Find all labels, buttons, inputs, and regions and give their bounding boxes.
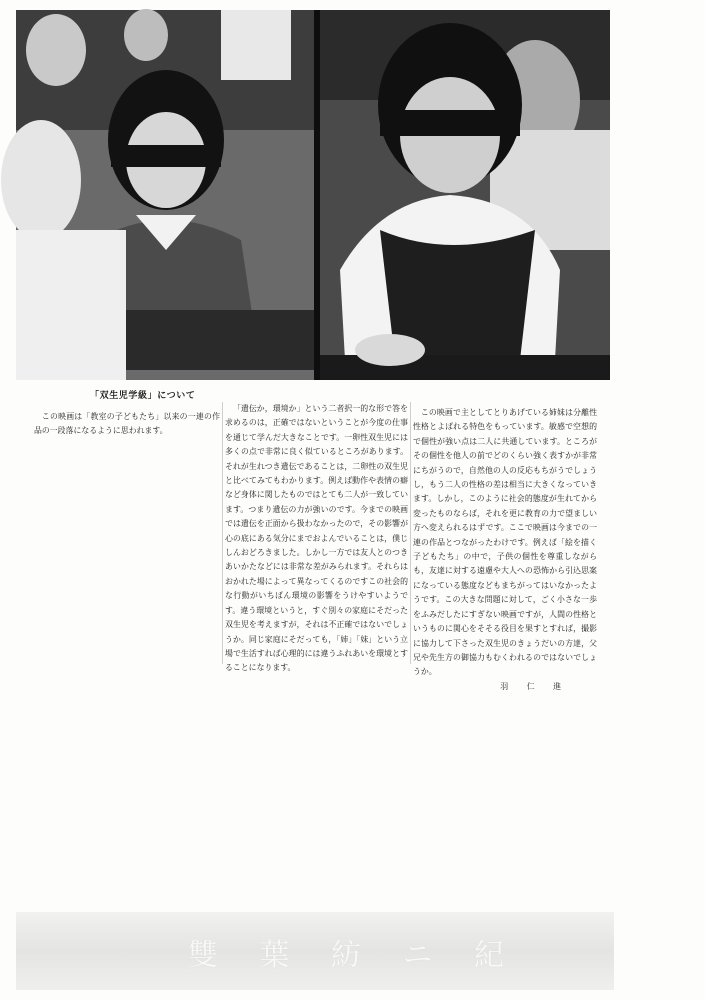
paragraph: この映画は「教室の子どもたち」以来の一連の作品の一段落になるように思われます。 — [34, 412, 220, 436]
classroom-photo-right — [320, 10, 610, 380]
girl-in-sweater-illustration — [16, 10, 314, 380]
classroom-photo-left — [16, 10, 314, 380]
girl-in-pinafore-illustration — [320, 10, 610, 380]
column-rule — [222, 402, 223, 664]
paragraph: この映画で主としてとりあげている姉妹は分離性性格とよばれる特色をもっています。敏感で空想的で個性が強い点は二人に共通しています。ところがその個性を他人の前でどのくらい強く表すかが非常にちがうので，自然他の人の反応もちがうでしょうし，もう二人の性格の差は相当に大きくなっていきます。しかし，このように社会的態度が生れてから変ったものならば，それを更に教育の力で望ましい方へ変えられるはずです。ここで映画は今までの一連の作品とつながったわけです。例えば「絵を描く子どもたち」の中で，子供の個性を尊重しながらも，友達に対する遠慮や大人への恐怖から引込思案になっている態度などもまちがってはいなかったようです。この大きな問題に対して，ごく小さな一歩をふみだしたにすぎない映画ですが，人間の性格というものに関心をそそる役目を果すとすれば，撮影に協力して下さった双生児のきょうだいの方達，父兄や先生方の御協力もむくわれるのではないでしょうか。 — [413, 408, 597, 677]
paragraph: 「遺伝か，環境か」という二者択一的な形で答を求めるのは，正確ではないということが今度の仕事を通じて学んだ大きなことです。一卵性双生児には多くの点で非常に良く似ているところがあります。それが生れつき遺伝であることは，二卵性の双生児と比べてみてもわかります。例えば動作や表情の癖など身体に関したものではとても二人が一致しています。つまり遺伝の力が強いのです。今までの映画では遺伝を正面から扱わなかったので，その影響が心の底にある気分にまでおよんでいることは，僕じしんおどろきました。しかし一方では友人とのつきあいかたなどには非常な差がみられます。それらはおかれた場によって異なってくるのですこの社会的な行動がいちばん環境の影響をうけやすいようです。違う環境というと，すぐ別々の家庭にそだった双生児を考えますが，それは不正確ではないでしょうか。同じ家庭にそだっても，「姉」「妹」という立場で生活すれば心理的には違うふれあいを環境とすることになります。 — [225, 404, 408, 673]
photo-band — [16, 10, 610, 380]
column-rule — [410, 402, 411, 664]
footer-faded-text: 雙 葉 紡 ニ 紀 — [187, 938, 520, 973]
author-signature: 羽 仁 進 — [500, 681, 569, 691]
article-column-1 — [34, 410, 220, 740]
article-column-3 — [413, 406, 597, 691]
article-column-2 — [225, 402, 408, 732]
article-title: 「双生児学級」について — [90, 391, 196, 401]
